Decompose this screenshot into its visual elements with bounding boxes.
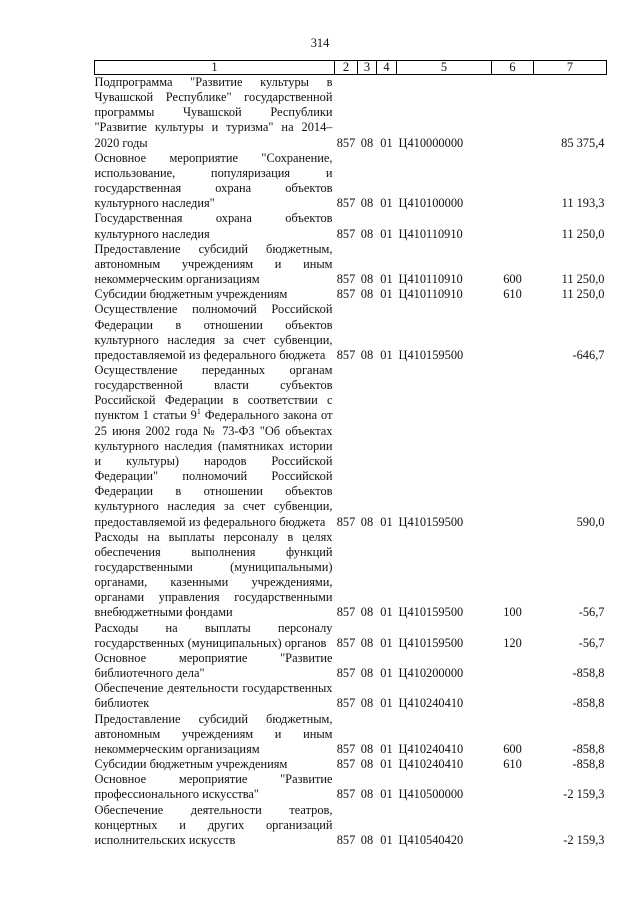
row-ministry-code: 857 — [336, 741, 356, 756]
row-ministry-code: 857 — [336, 272, 356, 287]
row-expense-type — [492, 681, 534, 711]
row-ministry-code: 857 — [336, 666, 356, 681]
row-name: Основное мероприятие "Сохранение, использование, популяризация и государственная охрана объектов культурного наследия" — [94, 150, 333, 211]
row-section-code: 08 — [360, 272, 374, 287]
row-target-code: Ц410540420 — [398, 832, 464, 847]
row-name: Субсидии бюджетным учреждениям — [94, 757, 288, 772]
footnote-superscript: 1 — [196, 407, 201, 417]
row-ministry-code: 857 — [336, 635, 356, 650]
column-header: 2 — [335, 61, 358, 75]
row-name-text: Осуществление переданных органам государственной власти субъектов Российской Федерации в соответствии с пунктом 1 статьи 9 — [94, 362, 333, 423]
row-subsection-code: 01 — [380, 757, 393, 772]
table-row — [95, 772, 607, 802]
row-amount: 590,0 — [576, 514, 605, 529]
row-name — [95, 363, 335, 530]
row-ministry-code: 857 — [336, 605, 356, 620]
row-ministry-code: 857 — [336, 347, 356, 362]
row-section-code: 08 — [360, 696, 374, 711]
row-expense-type — [492, 75, 534, 151]
row-amount: 11 250,0 — [561, 226, 605, 241]
row-target-code: Ц410100000 — [398, 196, 464, 211]
row-target-code: Ц410500000 — [398, 787, 464, 802]
column-header: 1 — [95, 61, 335, 75]
row-name: Обеспечение деятельности театров, концертных и других организаций исполнительских искусств — [94, 802, 333, 847]
row-expense-type — [492, 363, 534, 530]
row-subsection-code: 01 — [380, 287, 393, 302]
row-amount: -858,8 — [572, 757, 605, 772]
row-amount: 11 250,0 — [561, 287, 605, 302]
row-amount: -2 159,3 — [563, 787, 605, 802]
row-target-code: Ц410110910 — [398, 226, 463, 241]
row-ministry-code: 857 — [336, 287, 356, 302]
row-expense-type — [492, 211, 534, 241]
table-row — [95, 530, 607, 621]
row-expense-type: 120 — [503, 635, 522, 650]
row-name-text: Федерального закона от 25 июня 2002 года № 73-ФЗ "Об объектах культурного наследия (памятниках истории и культуры) народов Российской Федерации" полномочий Российской Федерации в отношении объектов культурного наследия за счет субвенции, предоставляемой из федерального бюджета — [94, 408, 333, 529]
row-name: Обеспечение деятельности государственных библиотек — [94, 681, 333, 711]
row-name: Расходы на выплаты персоналу государственных (муниципальных) органов — [94, 620, 333, 650]
row-section-code: 08 — [360, 741, 374, 756]
table-header — [95, 61, 607, 75]
row-amount: -56,7 — [578, 605, 605, 620]
row-subsection-code: 01 — [380, 635, 393, 650]
row-target-code: Ц410159500 — [398, 347, 464, 362]
row-name: Субсидии бюджетным учреждениям — [94, 287, 288, 302]
table-row — [95, 211, 607, 241]
table-row — [95, 242, 607, 287]
row-amount: -858,8 — [572, 741, 605, 756]
row-subsection-code: 01 — [380, 666, 393, 681]
row-section-code: 08 — [360, 635, 374, 650]
table-row — [95, 151, 607, 212]
row-ministry-code: 857 — [336, 135, 356, 150]
row-expense-type: 610 — [503, 757, 522, 772]
row-subsection-code: 01 — [380, 135, 393, 150]
row-subsection-code: 01 — [380, 605, 393, 620]
row-subsection-code: 01 — [380, 272, 393, 287]
row-subsection-code: 01 — [380, 514, 393, 529]
row-name: Осуществление полномочий Российской Федерации в отношении объектов культурного наследия за счет субвенции, предоставляемой из федерального бюджета — [94, 302, 333, 362]
page-number: 314 — [310, 36, 330, 50]
row-subsection-code: 01 — [380, 832, 393, 847]
row-amount: 85 375,4 — [561, 135, 605, 150]
row-expense-type: 600 — [503, 741, 522, 756]
row-amount: -646,7 — [572, 347, 605, 362]
row-expense-type — [492, 803, 534, 848]
row-amount: 11 193,3 — [561, 196, 605, 211]
column-header: 7 — [534, 61, 607, 75]
row-section-code: 08 — [360, 666, 374, 681]
table-row — [95, 363, 607, 530]
row-expense-type — [492, 302, 534, 363]
row-section-code: 08 — [360, 347, 374, 362]
row-ministry-code: 857 — [336, 696, 356, 711]
row-name: Предоставление субсидий бюджетным, автономным учреждениям и иным некоммерческим организациям — [94, 711, 333, 756]
row-target-code: Ц410240410 — [398, 696, 464, 711]
budget-table — [94, 60, 607, 848]
row-target-code: Ц410159500 — [398, 605, 464, 620]
row-target-code: Ц410240410 — [398, 741, 464, 756]
row-target-code: Ц410159500 — [398, 514, 464, 529]
row-amount: -56,7 — [578, 635, 605, 650]
row-amount: 11 250,0 — [561, 272, 605, 287]
column-header: 3 — [358, 61, 377, 75]
table-row — [95, 75, 607, 151]
row-expense-type: 610 — [503, 287, 522, 302]
row-amount: -858,8 — [572, 666, 605, 681]
row-target-code: Ц410200000 — [398, 666, 464, 681]
row-expense-type — [492, 651, 534, 681]
row-expense-type: 100 — [503, 605, 522, 620]
row-amount: -858,8 — [572, 696, 605, 711]
row-name: Основное мероприятие "Развитие библиотечного дела" — [94, 650, 333, 681]
table-row — [95, 287, 607, 302]
row-name: Подпрограмма "Развитие культуры в Чувашской Республике" государственной программы Чувашской Республики "Развитие культуры и туризма" на 2014–2020 годы — [94, 75, 333, 150]
header-row — [95, 61, 607, 75]
table-row — [95, 757, 607, 772]
row-ministry-code: 857 — [336, 787, 356, 802]
row-name: Предоставление субсидий бюджетным, автономным учреждениям и иным некоммерческим организациям — [94, 241, 333, 287]
column-header: 6 — [492, 61, 534, 75]
row-expense-type: 600 — [503, 272, 522, 287]
table-row — [95, 681, 607, 711]
row-section-code: 08 — [360, 226, 374, 241]
row-subsection-code: 01 — [380, 226, 393, 241]
row-subsection-code: 01 — [380, 787, 393, 802]
column-header: 5 — [397, 61, 492, 75]
table-row — [95, 302, 607, 363]
row-section-code: 08 — [360, 787, 374, 802]
table-row — [95, 621, 607, 651]
row-ministry-code: 857 — [336, 226, 356, 241]
row-ministry-code: 857 — [336, 832, 356, 847]
row-section-code: 08 — [360, 514, 374, 529]
row-subsection-code: 01 — [380, 347, 393, 362]
row-section-code: 08 — [360, 196, 374, 211]
row-name: Расходы на выплаты персоналу в целях обеспечения выполнения функций государственными (муниципальными) органами, казенными учреждениями, органами управления государственными внебюджетными фондами — [94, 529, 333, 620]
row-name: Государственная охрана объектов культурного наследия — [94, 211, 333, 241]
row-section-code: 08 — [360, 605, 374, 620]
row-subsection-code: 01 — [380, 696, 393, 711]
row-section-code: 08 — [360, 287, 374, 302]
row-subsection-code: 01 — [380, 196, 393, 211]
row-section-code: 08 — [360, 832, 374, 847]
row-expense-type — [492, 151, 534, 212]
row-target-code: Ц410240410 — [398, 757, 464, 772]
row-ministry-code: 857 — [336, 196, 356, 211]
row-target-code: Ц410110910 — [398, 272, 463, 287]
column-header: 4 — [377, 61, 397, 75]
row-section-code: 08 — [360, 757, 374, 772]
row-target-code: Ц410110910 — [398, 287, 463, 302]
row-target-code: Ц410159500 — [398, 635, 464, 650]
row-target-code: Ц410000000 — [398, 135, 464, 150]
row-subsection-code: 01 — [380, 741, 393, 756]
row-amount: -2 159,3 — [563, 832, 605, 847]
row-name: Основное мероприятие "Развитие профессионального искусства" — [94, 772, 333, 802]
row-ministry-code: 857 — [336, 514, 356, 529]
row-section-code: 08 — [360, 135, 374, 150]
table-row — [95, 651, 607, 681]
table-row — [95, 803, 607, 848]
row-ministry-code: 857 — [336, 757, 356, 772]
row-expense-type — [492, 772, 534, 802]
table-row — [95, 712, 607, 757]
